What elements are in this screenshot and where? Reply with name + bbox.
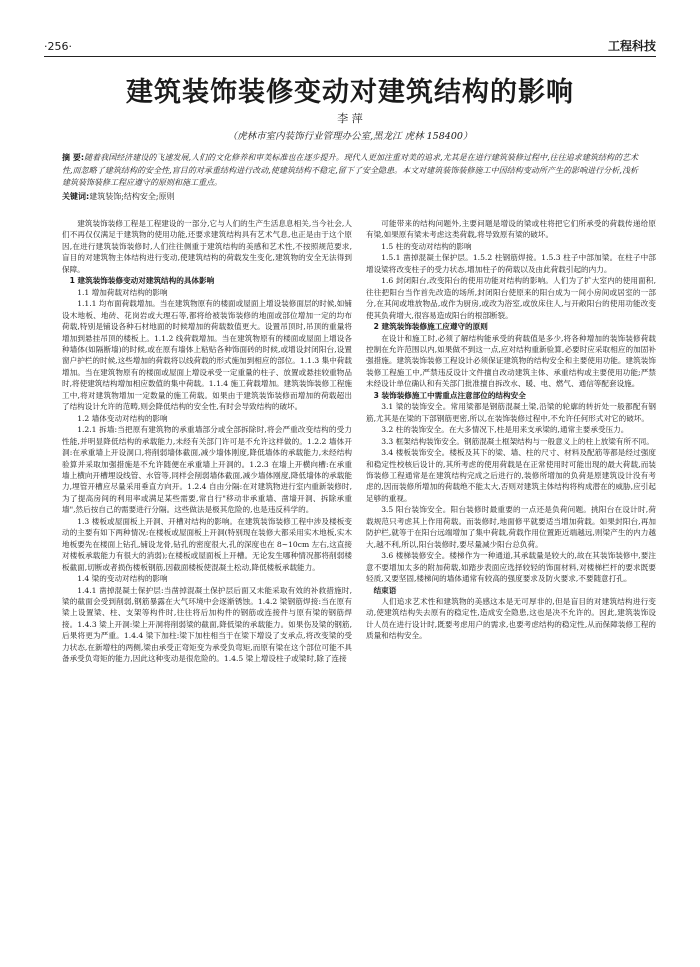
paragraph: 3.1 梁的装饰安全。常用梁都是钢筋混凝土梁,沿梁的轮廓的转折处一般都配有钢筋,尤其是在梁的下部钢筋更密,所以,在装饰装修过程中,不允许任何形式对它的破坏。 [366,402,656,423]
paragraph: 1.4.1 凿掉混凝土保护层:当凿掉混凝土保护层后面又未能采取有效的补救措施时,梁的截面会受到削弱,钢筋暴露在大气环境中会逐渐锈蚀。1.4.2 梁钢筋焊接:当在原有梁上设置梁、柱、支架等构件时,往往将后加构件的钢筋或连接件与原有梁的钢筋焊接。1.4.3 梁上开洞:梁上开洞将削弱梁的截面,降低梁的承载能力。如果伤及梁的钢筋,后果将更为严重。1.4.4 梁下加柱:梁下加柱相当于在梁下增设了支承点,将改变梁的受力状态,在新增柱的两侧,梁由承受正弯矩变为承受负弯矩,而原有梁在这个部位可能不具备承受负弯矩的能力,因此这种变动是很危险的。1.4.5 梁上增设柱子或梁时,除了连接 [62,585,352,664]
subsection-heading: 1.4 梁的变动对结构的影响 [77,574,168,584]
paragraph: 3.6 楼梯装修安全。楼梯作为一种通道,其承载量是较大的,故在其装饰装修中,要注意不要增加太多的附加荷载,如踏步表面应选择较轻的饰面材料,对楼梯栏杆的要求既要轻质,又要坚固,楼梯间的墙体通常有较高的强度要求及防火要求,不要随意打孔。 [366,551,656,584]
section-heading: 2 建筑装饰装修施工应遵守的原则 [373,322,488,332]
header-rule [44,56,656,57]
paragraph: 3.5 阳台装饰安全。阳台装修时最重要的一点还是负荷问题。挑阳台在设计时,荷载规范只考虑其上作用荷载。而装修时,地面修平就要适当增加荷载。如果封阳台,再加防护栏,就等于在阳台远端增加了集中荷载,荷载作用位置距近端越远,则梁产生的内力越大,越不利,所以,阳台装修时,要尽量减少阳台总负荷。 [366,505,656,549]
right-column [366,218,656,953]
paragraph: 可能带来的结构问题外,主要问题是增设的梁或柱将把它们所承受的荷载传递给原有梁,如果原有梁未考虑这类荷载,将导致原有梁的破坏。 [366,219,656,240]
paragraph: 建筑装饰装修工程是工程建设的一部分,它与人们的生产生活息息相关,当今社会,人们不再仅仅满足于建筑物的使用功能,还要求建筑结构具有艺术气息,也正是由于这个原因,在进行建筑装饰装修时,人们往往侧重于建筑结构的美感和艺术性,不按照规范要求,盲目的对建筑物主体结构进行变动,使建筑结构的荷载发生变化,建筑物的安全无法得到保障。 [62,219,352,274]
paragraph: 1.2.1 拆墙:当把原有建筑物的承重墙部分或全部拆除时,将会严重改变结构的受力性能,并明显降低结构的承载能力,未经有关部门许可是不允许这样做的。1.2.2 墙体开洞:在承重墙上开设洞口,将削弱墙体截面,减少墙体刚度,降低墙体的承载能力,未经结构验算并采取加强措施是不允许随便在承重墙上开洞的。1.2.3 在墙上开横向槽:在承重墙上横向开槽埋设线管、水管等,同样会削弱墙体截面,减少墙体刚度,降低墙体的承载能力,埋管开槽应尽量采用垂直方向开。1.2.4 自由分隔:在对建筑物进行室内重新装修时,为了提高房间的利用率或满足某些需要,常自行"移动非承重墙、凿墙开洞、拆除承重墙",然后按自己的需要进行分隔。这些做法是极其危险的,也是违反科学的。 [62,425,352,515]
keywords [62,191,638,204]
author: 李 萍 [337,112,363,125]
paragraph: 1.3 楼板或屋面板上开洞、开槽对结构的影响。在建筑装饰装修工程中涉及楼板变动的主要有如下两种情况:在楼板或屋面板上开洞(特别现在装修大都采用实木地板,实木地板要先在楼面上钻孔,铺设龙骨,钻孔的密度很大,孔的深度也在 8~10cm 左右,这直接对楼板承载能力有很大的消弱);在楼板或屋面板上开槽。无论发生哪种情况都将削弱楼板截面,切断或者损伤楼板钢筋,因截面楼板使混凝土松动,降低楼板承载能力。 [62,516,352,572]
paragraph: 在设计和施工时,必须了解结构能承受的荷载值是多少,将各种增加的装饰装修荷载控制在允许范围以内,如果做不到这一点,应对结构重新验算,必要时应采取相应的加固补强措施。建筑装饰装修工程设计必须保证建筑物的结构安全和主要使用功能。建筑装饰装修工程施工中,严禁违反设计文件擅自改动建筑主体、承重结构或主要使用功能;严禁未经设计单位确认和有关部门批准擅自拆改水、暖、电、燃气、通信等配套设施。 [366,333,656,389]
section-heading: 1 建筑装饰装修变动对建筑结构的具体影响 [69,276,215,286]
section-heading: 3 装饰装修施工中需重点注意部位的结构安全 [373,390,526,400]
article-title: 建筑装饰装修变动对建筑结构的影响 [126,77,574,108]
paragraph: 1.5.1 凿掉混凝土保护层。1.5.2 柱钢筋焊接。1.5.3 柱子中部加梁。在柱子中部增设梁将改变柱子的受力状态,增加柱子的荷载以及由此荷载引起的内力。 [366,253,656,274]
abstract-text: 随着我国经济建设的飞速发展,人们的文化修养和审美标准也在逐步提升。现代人更加注重对美的追求,尤其是在进行建筑装修过程中,往往追求建筑结构的艺术性,而忽略了建筑结构的安全性,盲目的对承重结构进行改动,使建筑结构不稳定,留下了安全隐患。本文对建筑装饰装修施工中因结构变动所产生的影响进行分析,浅析建筑装饰装修工程应遵守的原则和施工重点。 [62,153,639,187]
journal-section-title: 工程科技 [607,39,656,53]
body-columns [62,218,656,953]
paragraph: 3.3 框架结构装饰安全。钢筋混凝土框架结构与一般意义上的柱上放梁有所不同。 [381,436,654,446]
subsection-heading: 1.2 墙体变动对结构的影响 [77,413,168,423]
page-number: ·256· [44,40,72,53]
paragraph: 3.2 柱的装饰安全。在大多情况下,柱是用来支承梁的,通常主要承受压力。 [381,425,629,435]
paragraph: 3.4 楼板装饰安全。楼板及其下的梁、墙、柱的尺寸、材料及配筋等都是经过强度和稳定性校核后设计的,其所考虑的使用荷载是在正常使用时可能出现的最大荷载,而装饰装修工程通常是在建筑结构完成之后进行的,装修所增加的负荷是原建筑设计没有考虑的,因而装修所增加的荷载绝不能太大,否则对建筑主体结构将构成潜在的威胁,应引起足够的重视。 [366,448,656,503]
left-column [62,218,352,953]
affiliation: （虎林市室内装饰行业管理办公室,黑龙江 虎林 158400） [227,131,473,142]
abstract-label: 摘 要: [62,153,85,162]
section-heading: 结束语 [373,585,397,595]
paragraph: 1.1.1 均布面荷载增加。当在建筑物原有的楼面或屋面上增设装修面层的时候,如铺设木地板、地砖、花岗岩或大理石等,都将给被装饰装修的地面或部位增加一定的均布荷载,特别是铺设各种石材地面的时候增加的荷载数值更大。设置吊顶时,吊顶的重量将增加到悬挂吊顶的楼板上。1.1.2 线荷载增加。当在建筑物原有的楼面或屋面上增设各种墙体(如隔断墙)的时候,或在原有墙体上粘贴各种饰面砖的时候,或增设封闭阳台,设置窗户护栏的时候,这些增加的荷载将以线荷载的形式施加到相应的部位。1.1.3 集中荷载增加。当在建筑物原有的楼面或屋面上增设承受一定重量的柱子、放置或悬挂较重物品时,将使建筑结构增加相应数值的集中荷载。1.1.4 施工荷载增加。建筑装饰装修工程施工中,将对建筑物增加一定数量的施工荷载。如果由于建筑装饰装修而增加的荷载超出了结构设计允许的范畴,则会降低结构的安全性,有时会导致结构的破坏。 [62,299,352,412]
keywords-text: 建筑装饰;结构安全;原则 [89,191,175,201]
keywords-label: 关键词: [62,191,90,201]
subsection-heading: 1.1 增加荷载对结构的影响 [77,287,168,297]
abstract [62,152,638,203]
paragraph: 人们追求艺术性和建筑物的美感这本是无可厚非的,但是盲目的对建筑结构进行变动,使建筑结构失去原有的稳定性,造成安全隐患,这也是决不允许的。因此,建筑装饰设计人员在进行设计时,既要考虑用户的需求,也要考虑结构的稳定性,从而保障装修工程的质量和结构安全。 [366,596,656,641]
subsection-heading: 1.5 柱的变动对结构的影响 [381,241,472,251]
paragraph: 1.6 封闭阳台,改变阳台的使用功能对结构的影响。人们为了扩大室内的使用面积,往往把阳台当作首先改造的场所,封闭阳台使原来的阳台成为一间小房间或居室的一部分,在其间或堆放物品,或作为厨房,或改为浴室,或放床住人,与开敞阳台的使用功能改变使其负荷增大,很容易造成阳台的根部断裂。 [366,276,656,320]
